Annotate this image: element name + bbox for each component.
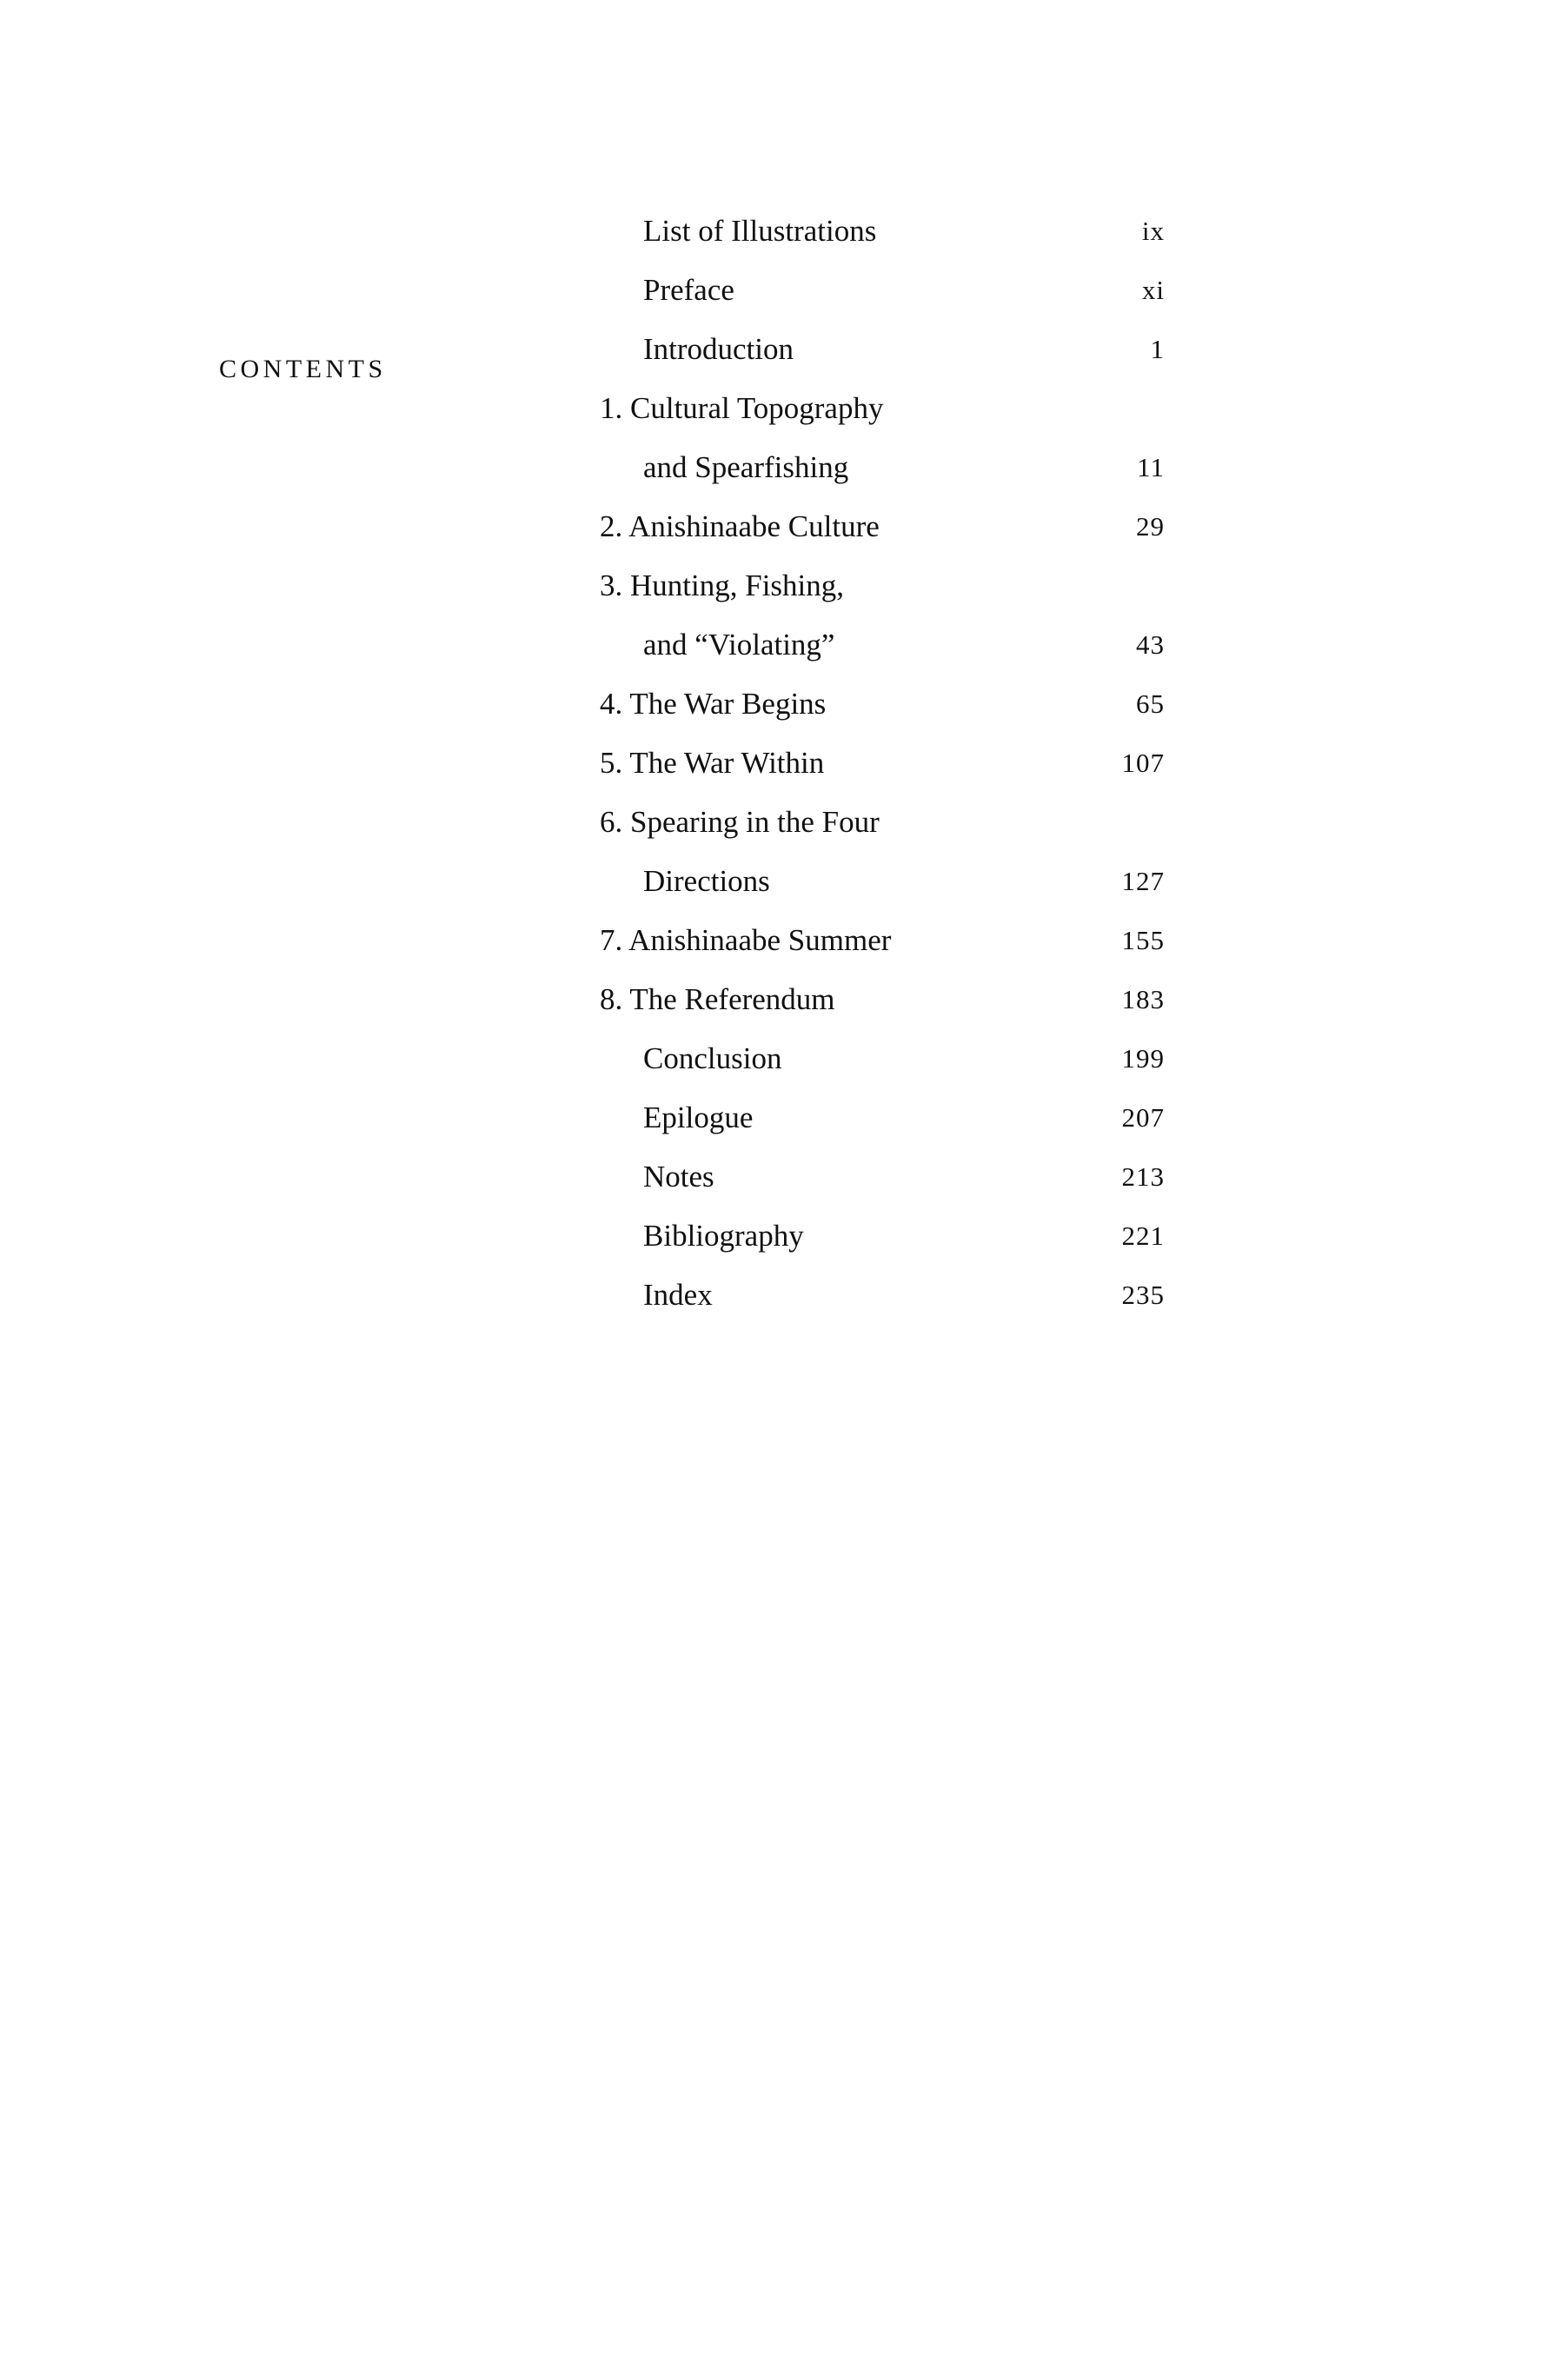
toc-entry-title: 4. The War Begins — [600, 687, 827, 721]
toc-entry-title: 8. The Referendum — [600, 982, 835, 1016]
toc-entry[interactable] — [600, 202, 1165, 261]
toc-entry-title-line2: and Spearfishing — [643, 450, 849, 484]
toc-entry-title: 7. Anishinaabe Summer — [600, 923, 892, 957]
toc-entry-page-number: ix — [1141, 216, 1165, 246]
toc-entry[interactable] — [600, 261, 1165, 320]
page-title: CONTENTS — [219, 355, 387, 383]
toc-entry-title: 5. The War Within — [600, 746, 825, 780]
toc-entry-page-number: 213 — [1121, 1161, 1165, 1192]
toc-entry-page-number: 65 — [1136, 688, 1165, 719]
toc-entry-number: 5. — [600, 746, 630, 780]
toc-entry-page-number: 235 — [1121, 1280, 1165, 1310]
toc-entry[interactable] — [600, 1147, 1165, 1207]
toc-entry[interactable] — [600, 970, 1165, 1029]
toc-entry-title: 3. Hunting, Fishing, and “Violating” — [600, 556, 844, 675]
toc-entry[interactable] — [600, 320, 1165, 379]
toc-entry-page-number: 199 — [1121, 1043, 1165, 1074]
toc-entry-number: 7. — [600, 923, 629, 957]
toc-entry-title-line2: Directions — [643, 864, 770, 898]
toc-entry-page-number: 11 — [1137, 452, 1165, 482]
toc-entry-title: Index — [643, 1278, 713, 1312]
toc-entry[interactable] — [600, 1088, 1165, 1147]
toc-entry-page-number: 43 — [1136, 629, 1165, 660]
toc-entry-page-number: 1 — [1150, 334, 1165, 364]
toc-entry-number: 4. — [600, 687, 630, 721]
toc-entry[interactable] — [600, 911, 1165, 970]
toc-entry[interactable] — [600, 734, 1165, 793]
toc-entry-number: 2. — [600, 509, 629, 543]
toc-entry-title: Conclusion — [643, 1041, 782, 1075]
toc-entry[interactable] — [600, 1266, 1165, 1325]
toc-entry[interactable] — [600, 793, 1165, 911]
toc-entry[interactable] — [600, 675, 1165, 734]
toc-entry-page-number: 221 — [1121, 1220, 1165, 1251]
toc-entry-number: 3. — [600, 569, 630, 602]
toc-entry-title: List of Illustrations — [643, 214, 877, 248]
toc-entry-title: Bibliography — [643, 1219, 804, 1253]
toc-entry-title: Epilogue — [643, 1101, 754, 1134]
toc-entry[interactable] — [600, 1029, 1165, 1088]
toc-entry-title: Preface — [643, 273, 734, 307]
toc-entry-title: 1. Cultural Topography and Spearfishing — [600, 379, 883, 497]
toc-entry-page-number: xi — [1141, 275, 1165, 305]
toc-entry-title: 2. Anishinaabe Culture — [600, 509, 880, 543]
toc-entry-number: 6. — [600, 805, 630, 839]
toc-entry-page-number: 127 — [1121, 866, 1165, 896]
toc-entry-title: 6. Spearing in the Four Directions — [600, 793, 880, 911]
table-of-contents — [600, 202, 1165, 1325]
toc-entry[interactable] — [600, 556, 1165, 675]
toc-entry-title-line2: and “Violating” — [643, 628, 835, 662]
toc-entry[interactable] — [600, 1207, 1165, 1266]
toc-entry-page-number: 155 — [1121, 925, 1165, 955]
toc-entry-number: 1. — [600, 391, 630, 425]
toc-entry-title: Introduction — [643, 332, 794, 366]
toc-entry-page-number: 207 — [1121, 1102, 1165, 1133]
toc-entry-page-number: 183 — [1121, 984, 1165, 1014]
toc-entry-page-number: 107 — [1121, 748, 1165, 778]
toc-entry-number: 8. — [600, 982, 630, 1016]
toc-entry-page-number: 29 — [1136, 511, 1165, 542]
toc-entry[interactable] — [600, 497, 1165, 556]
toc-entry[interactable] — [600, 379, 1165, 497]
toc-entry-title: Notes — [643, 1160, 714, 1194]
